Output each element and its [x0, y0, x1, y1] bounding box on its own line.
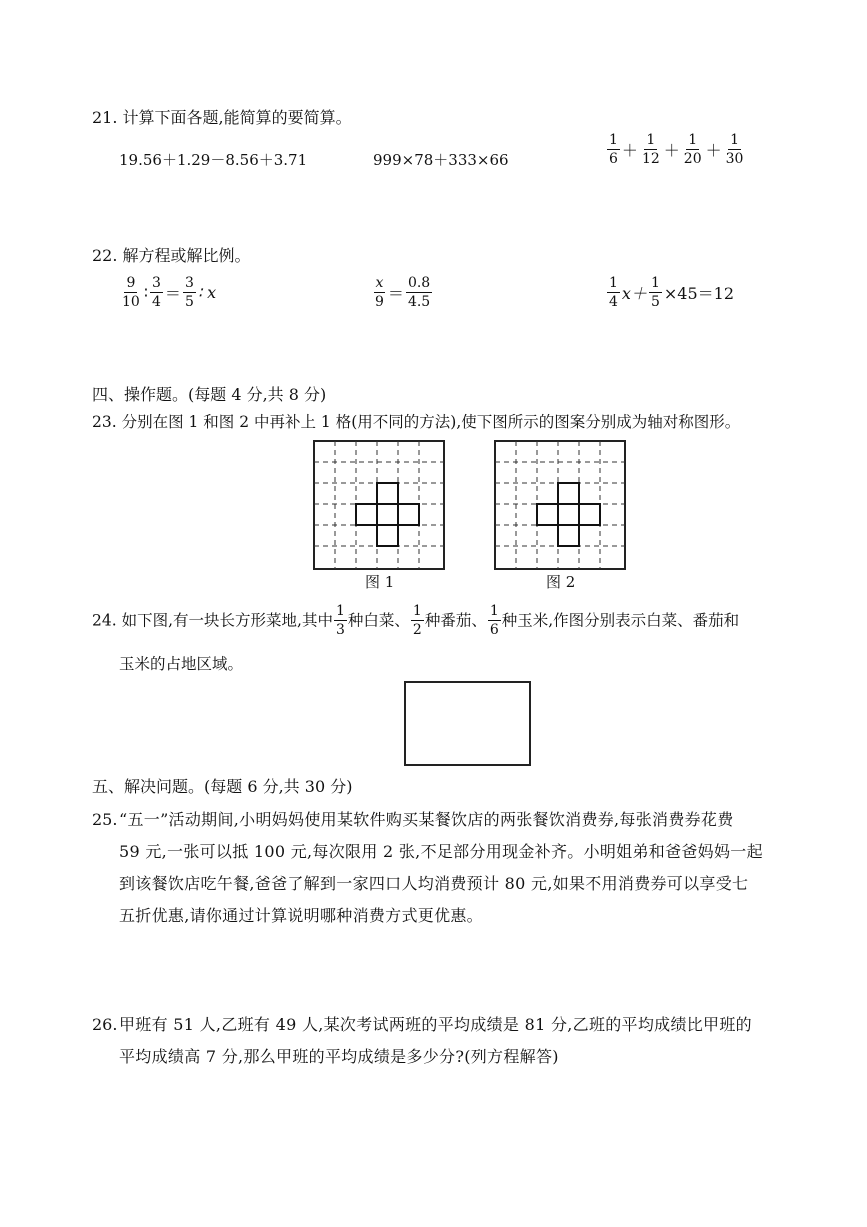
q21-expression-1: 19.56＋1.29－8.56＋3.71: [119, 151, 308, 169]
section-5-heading: 五、解决问题。(每题 6 分,共 30 分): [92, 777, 353, 796]
fraction: $\frac{1}{30}$: [725, 132, 744, 167]
q25-number: 25.: [92, 810, 118, 829]
fraction: $\frac{1}{12}$: [641, 132, 660, 167]
q25-text: “五一”活动期间,小明妈妈使用某软件购买某餐饮店的两张餐饮消费券,每张消费券花费 59 元,一张可以抵 100 元,每次限用 2 张,不足部分用现金补齐。小明姐弟和爸爸妈妈一起 到该餐饮店吃午餐,爸爸了解到一家四口人均消费预计 80 元,如果不用消费券可以享受七 五折优惠,请你通过计算说明哪种消费方式更优惠。: [119, 810, 763, 925]
q23-text: 23. 分别在图 1 和图 2 中再补上 1 格(用不同的方法),使下图所示的图案分别成为轴对称图形。: [92, 413, 741, 431]
grid-figure-2[interactable]: [494, 440, 626, 570]
q21-expression-2: 999×78＋333×66: [373, 151, 509, 169]
vegetable-field-rectangle[interactable]: [404, 681, 531, 766]
grid-figure-1[interactable]: [313, 440, 445, 570]
q22-title: 22. 解方程或解比例。: [92, 246, 251, 265]
q21-title: 21. 计算下面各题,能简算的要简算。: [92, 108, 352, 127]
fraction: $\frac{1}{20}$: [683, 132, 702, 167]
q26-number: 26.: [92, 1015, 118, 1034]
grid-caption-2: 图 2: [546, 573, 576, 591]
q22-equation-2: $\frac{x}{9}$ ＝ $\frac{0.8}{4.5}$: [375, 275, 431, 310]
q26-text: 甲班有 51 人,乙班有 49 人,某次考试两班的平均成绩是 81 分,乙班的平均成绩比甲班的 平均成绩高 7 分,那么甲班的平均成绩是多少分?(列方程解答): [119, 1015, 752, 1066]
q24-text-line-2: 玉米的占地区域。: [119, 655, 244, 673]
q21-expression-3: $\frac{1}{6}$ ＋ $\frac{1}{12}$ ＋ $\frac{1}{20}$ ＋ $\frac{1}{30}$: [609, 132, 744, 167]
section-4-heading: 四、操作题。(每题 4 分,共 8 分): [92, 385, 327, 404]
grid-caption-1: 图 1: [365, 573, 395, 591]
q24-text-line-1: 24. 如下图,有一块长方形菜地,其中 $\frac{1}{3}$ 种白菜、 $\frac{1}{2}$ 种番茄、 $\frac{1}{6}$ 种玉米,作图分别表示白菜、番茄和: [92, 603, 740, 638]
q22-equation-1: $\frac{9}{10}$ ∶ $\frac{3}{4}$ ＝ $\frac{3}{5}$ ∶ x: [122, 275, 217, 310]
fraction: $\frac{1}{6}$: [609, 132, 618, 167]
q22-equation-3: $\frac{1}{4}$ x＋ $\frac{1}{5}$ ×45＝12: [609, 275, 735, 310]
